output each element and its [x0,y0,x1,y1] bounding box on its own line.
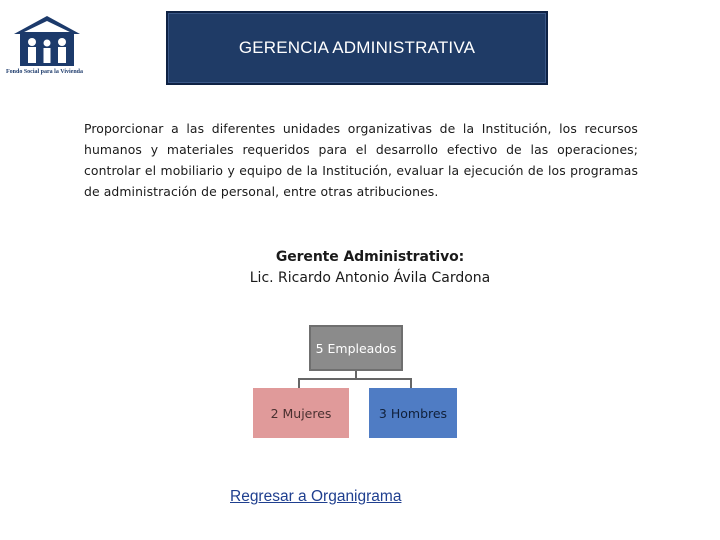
title-banner [166,11,548,85]
org-total-employees [309,325,403,371]
org-men-count [369,388,457,438]
manager-name: Lic. Ricardo Antonio Ávila Cardona [249,270,491,286]
org-connector-left [298,378,300,388]
family-house-logo-icon [6,12,88,68]
org-men-label: 3 Hombres [378,405,448,421]
page-title: GERENCIA ADMINISTRATIVA [238,38,476,57]
org-total-label: 5 Empleados [315,340,397,356]
org-women-label: 2 Mujeres [270,405,332,421]
manager-role: Gerente Administrativo: [275,249,465,265]
manager-block [200,247,540,289]
back-to-organigram-link[interactable]: Regresar a Organigrama [230,488,402,505]
description-text: Proporcionar a las diferentes unidades organizativas de la Institución, los recursos humanos y materiales requeridos para el desarrollo efectivo de las operaciones; controlar el mobiliario y equipo de la Institución, evaluar la ejecución de los programas de administración de personal, entre otras atribuciones. [84,121,638,199]
org-connector-horizontal [298,378,412,380]
logo-caption: Fondo Social para la Vivienda [6,69,84,75]
org-women-count [253,388,349,438]
org-connector-right [410,378,412,388]
organization-logo [6,12,96,80]
